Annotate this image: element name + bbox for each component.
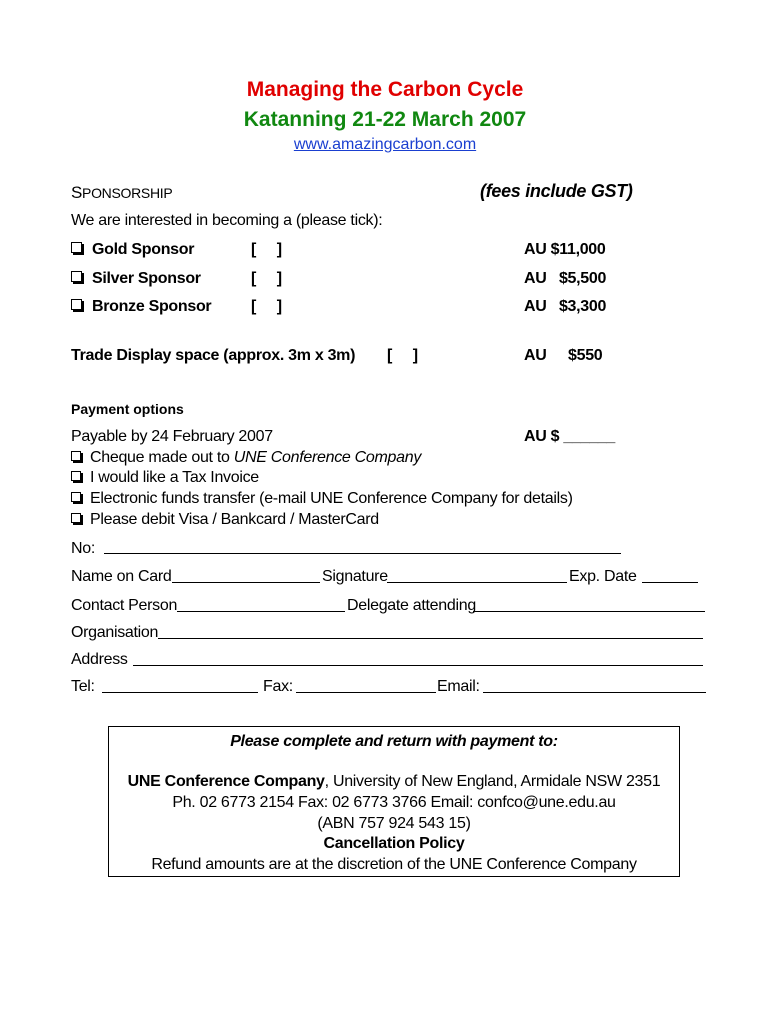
return-info-box xyxy=(108,726,680,877)
company-address-text: , University of New England, Armidale NSW 2351 xyxy=(324,773,661,790)
sponsor-level-label: Gold Sponsor xyxy=(92,241,195,258)
sponsor-tick-box[interactable]: [ ] xyxy=(251,270,282,287)
checkbox-icon[interactable] xyxy=(71,513,81,523)
name-on-card-label: Name on Card xyxy=(71,568,172,585)
trade-price: $550 xyxy=(568,347,603,364)
name-on-card-field[interactable] xyxy=(172,582,320,583)
company-name: UNE Conference Company xyxy=(127,773,325,790)
payment-option-cheque xyxy=(71,449,421,467)
sponsor-level-silver xyxy=(71,270,201,288)
sponsor-level-label: Silver Sponsor xyxy=(92,270,201,287)
payment-option-label: I would like a Tax Invoice xyxy=(90,469,259,486)
checkbox-icon[interactable] xyxy=(71,242,82,253)
checkbox-icon[interactable] xyxy=(71,299,82,310)
sponsorship-heading xyxy=(71,183,172,203)
email-label: Email: xyxy=(437,678,480,695)
signature-label: Signature xyxy=(322,568,388,585)
company-address xyxy=(109,773,679,791)
payee-name: UNE Conference Company xyxy=(233,449,422,466)
contact-person-field[interactable] xyxy=(177,611,345,612)
payment-option-card xyxy=(71,511,379,529)
payment-option-label: Electronic funds transfer (e-mail UNE Conference Company for details) xyxy=(90,490,573,507)
company-contacts: Ph. 02 6773 2154 Fax: 02 6773 3766 Email: confco@une.edu.au xyxy=(172,794,616,811)
payment-heading: Payment options xyxy=(71,401,184,417)
exp-date-field[interactable] xyxy=(642,582,698,583)
checkbox-icon[interactable] xyxy=(71,492,81,502)
trade-display-label: Trade Display space (approx. 3m x 3m) xyxy=(71,347,356,364)
tel-field[interactable] xyxy=(102,692,258,693)
sponsor-level-bronze xyxy=(71,298,211,316)
sponsorship-intro: We are interested in becoming a (please tick): xyxy=(71,212,383,229)
contact-person-label: Contact Person xyxy=(71,597,178,614)
exp-date-label: Exp. Date xyxy=(569,568,637,585)
event-date-location: Katanning 21-22 March 2007 xyxy=(243,108,527,131)
payable-by: Payable by 24 February 2007 xyxy=(71,428,273,445)
sponsorship-heading-cap: S xyxy=(71,183,83,202)
checkbox-icon[interactable] xyxy=(71,451,81,461)
card-number-label: No: xyxy=(71,540,95,557)
sponsor-tick-box[interactable]: [ ] xyxy=(251,241,282,258)
checkbox-icon[interactable] xyxy=(71,271,82,282)
fees-note: (fees include GST) xyxy=(480,181,633,201)
payment-option-tax-invoice xyxy=(71,469,259,487)
cancellation-policy-heading: Cancellation Policy xyxy=(323,835,465,852)
tel-label: Tel: xyxy=(71,678,95,695)
fax-field[interactable] xyxy=(296,692,436,693)
address-label: Address xyxy=(71,651,128,668)
address-field[interactable] xyxy=(133,665,703,666)
card-number-field[interactable] xyxy=(104,553,621,554)
document-title: Managing the Carbon Cycle xyxy=(246,78,524,101)
delegate-attending-label: Delegate attending xyxy=(347,597,476,614)
sponsorship-heading-rest: PONSORSHIP xyxy=(82,185,173,201)
sponsor-tick-box[interactable]: [ ] xyxy=(251,298,282,315)
trade-currency: AU xyxy=(524,347,547,364)
payment-option-eft xyxy=(71,490,573,508)
delegate-attending-field[interactable] xyxy=(473,611,705,612)
organisation-field[interactable] xyxy=(158,638,703,639)
signature-field[interactable] xyxy=(387,582,567,583)
sponsor-level-label: Bronze Sponsor xyxy=(92,298,212,315)
organisation-label: Organisation xyxy=(71,624,159,641)
sponsor-price: AU $5,500 xyxy=(524,270,607,287)
sponsor-price: AU $3,300 xyxy=(524,298,607,315)
website-link[interactable]: www.amazingcarbon.com xyxy=(293,136,477,153)
sponsor-price: AU $11,000 xyxy=(524,241,606,258)
checkbox-icon[interactable] xyxy=(71,471,81,481)
email-field[interactable] xyxy=(483,692,706,693)
sponsor-level-gold xyxy=(71,241,194,259)
cancellation-policy-text: Refund amounts are at the discretion of the UNE Conference Company xyxy=(151,856,637,873)
company-abn: (ABN 757 924 543 15) xyxy=(317,815,471,832)
payment-amount[interactable]: AU $ ______ xyxy=(524,428,615,445)
payment-option-label: Please debit Visa / Bankcard / MasterCard xyxy=(90,511,379,528)
payment-option-label: Cheque made out to xyxy=(90,449,234,466)
trade-tick-box[interactable]: [ ] xyxy=(387,347,418,364)
fax-label: Fax: xyxy=(263,678,293,695)
return-instruction: Please complete and return with payment to: xyxy=(230,733,558,750)
